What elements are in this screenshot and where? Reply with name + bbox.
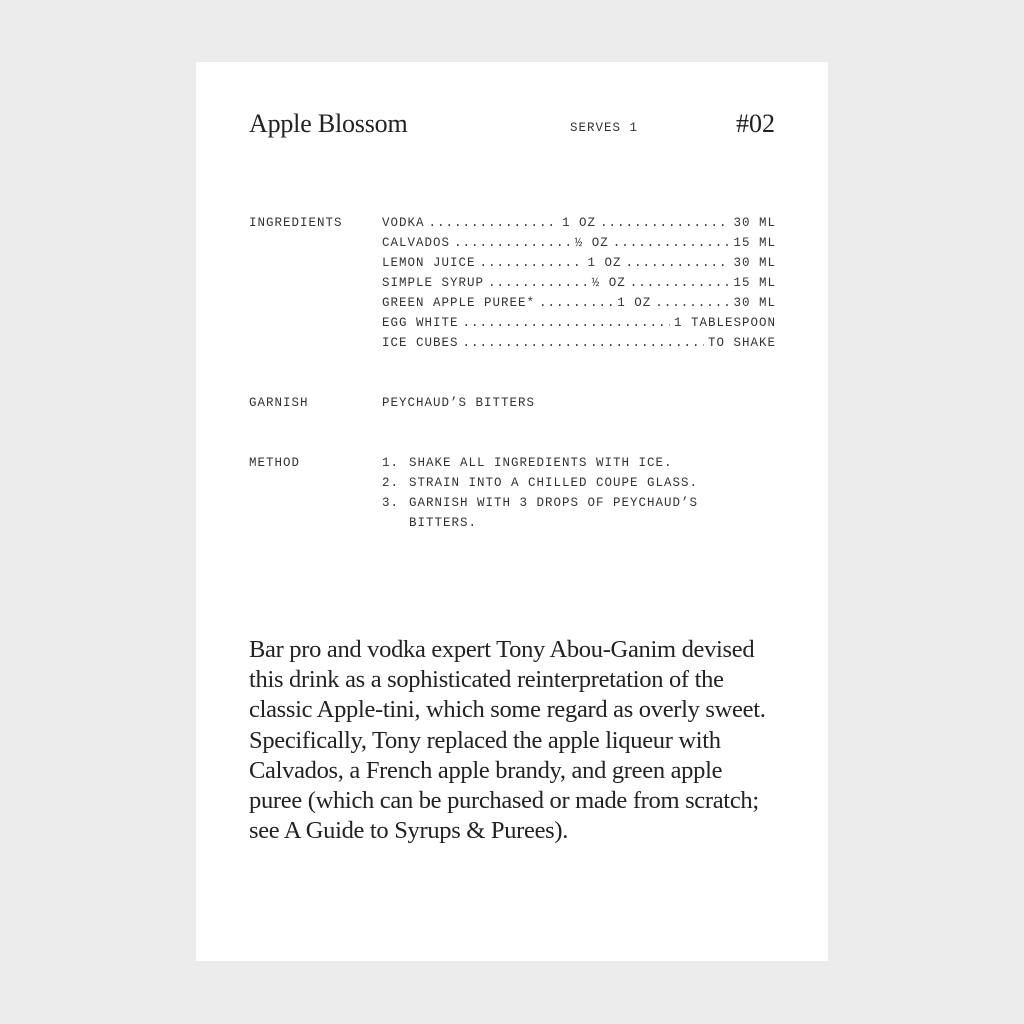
ingredient-oz: 1 OZ — [561, 216, 596, 230]
ingredient-name: LEMON JUICE — [382, 256, 476, 270]
leader-dots — [463, 313, 670, 333]
leader-dots — [454, 233, 571, 253]
method-step — [382, 453, 782, 473]
ingredient-ml: 30 ML — [733, 296, 776, 310]
ingredients-list — [382, 213, 776, 353]
ingredient-row — [382, 213, 776, 233]
garnish-label: GARNISH — [249, 396, 309, 410]
leader-dots — [480, 253, 584, 273]
recipe-title: Apple Blossom — [249, 109, 408, 138]
ingredient-row — [382, 313, 776, 333]
garnish-value: PEYCHAUD’S BITTERS — [382, 396, 536, 410]
leader-dots — [463, 333, 704, 353]
step-number: 3. — [382, 496, 400, 510]
ingredient-row — [382, 273, 776, 293]
ingredient-oz: 1 OZ — [617, 296, 652, 310]
leader-dots — [488, 273, 588, 293]
ingredient-ml: 30 ML — [733, 216, 776, 230]
leader-dots — [600, 213, 729, 233]
leader-dots — [429, 213, 558, 233]
method-label: METHOD — [249, 456, 301, 470]
ingredients-label: INGREDIENTS — [249, 216, 343, 230]
step-number: 2. — [382, 476, 400, 490]
recipe-number: #02 — [736, 109, 775, 138]
step-text: STRAIN INTO A CHILLED COUPE GLASS. — [409, 476, 699, 490]
leader-dots — [613, 233, 730, 253]
recipe-card — [196, 62, 828, 961]
ingredient-oz: ½ OZ — [574, 236, 609, 250]
ingredient-name: EGG WHITE — [382, 316, 459, 330]
step-number: 1. — [382, 456, 400, 470]
ingredient-name: GREEN APPLE PUREE* — [382, 296, 536, 310]
leader-dots — [630, 273, 730, 293]
serves-count: SERVES 1 — [570, 121, 639, 135]
method-step — [382, 493, 782, 533]
ingredient-ml: 15 ML — [733, 236, 776, 250]
leader-dots — [539, 293, 613, 313]
ingredient-row — [382, 253, 776, 273]
method-step — [382, 473, 782, 493]
ingredient-name: ICE CUBES — [382, 336, 459, 350]
recipe-description: Bar pro and vodka expert Tony Abou-Ganim devised this drink as a sophisticated reinterpretation of the classic Apple-tini, which some regard as overly sweet. Specifically, Tony replaced the apple liqueur with Calvados, a French apple brandy, and green apple puree (which can be purchased or made from scratch; see A Guide to Syrups & Purees). — [249, 636, 766, 845]
ingredient-row — [382, 293, 776, 313]
step-text: SHAKE ALL INGREDIENTS WITH ICE. — [409, 456, 673, 470]
leader-dots — [655, 293, 729, 313]
ingredient-amount: 1 TABLESPOON — [673, 316, 776, 330]
ingredient-name: VODKA — [382, 216, 425, 230]
ingredient-row — [382, 233, 776, 253]
ingredient-amount: TO SHAKE — [707, 336, 776, 350]
ingredient-ml: 30 ML — [733, 256, 776, 270]
ingredient-name: SIMPLE SYRUP — [382, 276, 485, 290]
leader-dots — [626, 253, 730, 273]
ingredient-name: CALVADOS — [382, 236, 451, 250]
ingredient-ml: 15 ML — [733, 276, 776, 290]
ingredient-oz: ½ OZ — [591, 276, 626, 290]
step-text: GARNISH WITH 3 DROPS OF PEYCHAUD’S BITTERS. — [409, 496, 699, 530]
ingredient-row — [382, 333, 776, 353]
method-steps — [382, 453, 782, 533]
ingredient-oz: 1 OZ — [587, 256, 622, 270]
